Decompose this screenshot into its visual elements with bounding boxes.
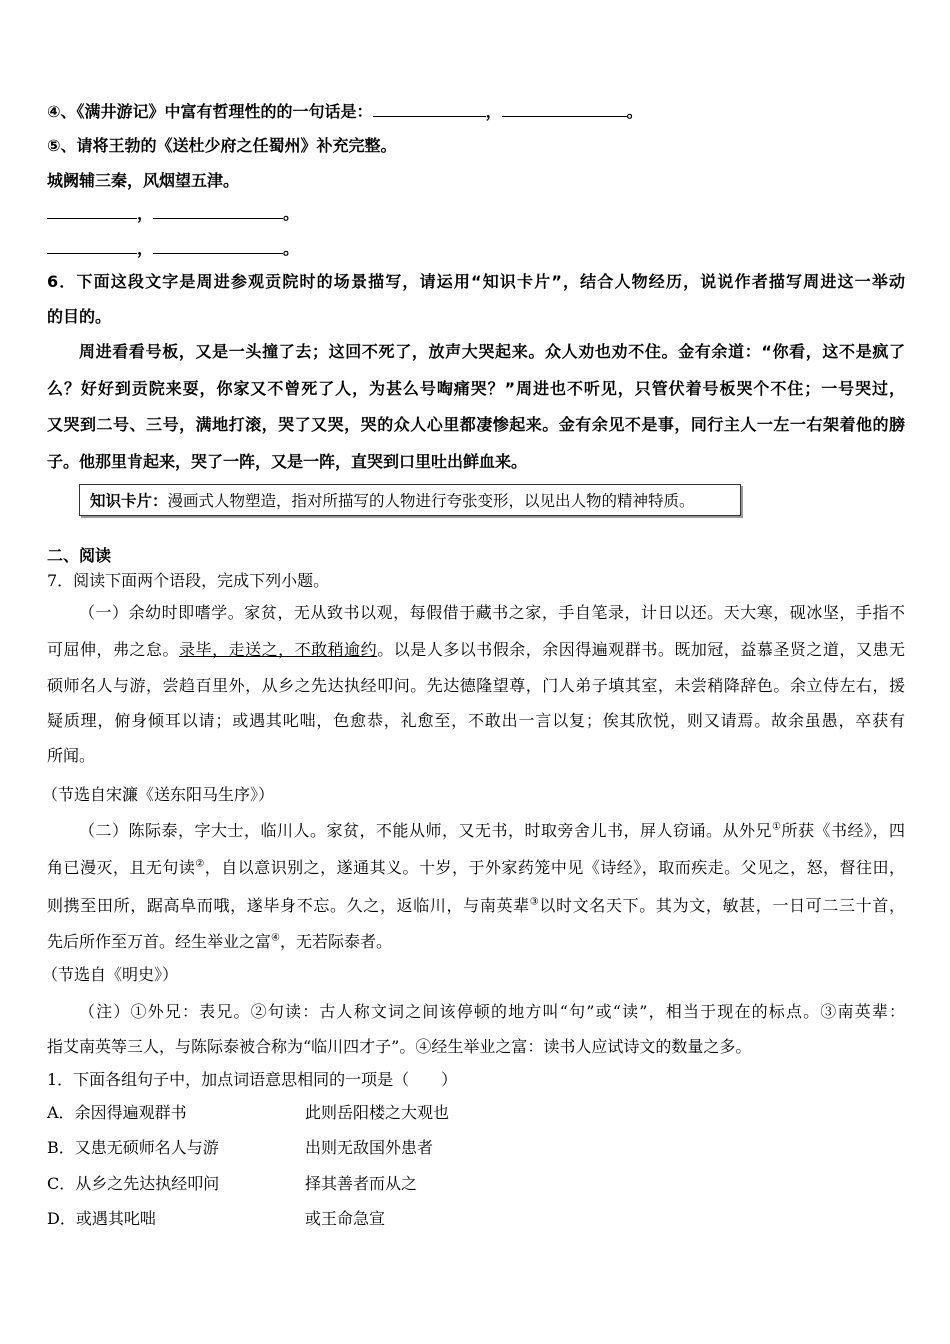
passage-1-line: 疑质理，俯身倾耳以请；或遇其叱咄，色愈恭，礼愈至，不敢出一言以复；俟其欣悦，则又请焉。故余虽愚，卒获有	[47, 711, 905, 730]
passage-2-line	[47, 857, 905, 879]
passage-2-line	[47, 931, 392, 953]
q4-text: ④、《满井游记》中富有哲理性的的一句话是：	[47, 102, 373, 121]
comma: ，	[137, 204, 154, 223]
source-1: （节选自宋濂《送东阳马生序》）	[42, 785, 275, 804]
option-b[interactable]	[47, 1137, 434, 1159]
passage-line: 又哭到二号、三号，满地打滚，哭了又哭，哭的众人心里都凄惨起来。金有余见不是事，同行主人一左一右架着他的膀	[47, 415, 905, 434]
option-label: A．	[47, 1103, 75, 1122]
text: 所获《书经》，四	[781, 821, 905, 840]
answer-blank[interactable]	[373, 102, 486, 117]
option-compare: 此则岳阳楼之大观也	[305, 1103, 450, 1122]
option-a[interactable]	[47, 1102, 450, 1124]
option-d[interactable]	[47, 1208, 386, 1230]
option-text: 余因得遍观群书	[74, 1103, 187, 1122]
section-heading: 二、阅读	[47, 546, 112, 565]
passage-2-line	[47, 895, 905, 917]
knowledge-card	[79, 484, 741, 516]
option-c[interactable]	[47, 1173, 418, 1195]
question-5: ⑤、请将王勃的《送杜少府之任蜀州》补充完整。	[47, 136, 397, 155]
underlined-sentence: 录毕，走送之，不敢稍逾约	[179, 640, 378, 659]
notes-line: 指艾南英等三人，与陈际泰被合称为“临川四才子”。④经生举业之富：读书人应试诗文的数量之多。	[47, 1037, 752, 1056]
footnote-mark: ①	[772, 821, 782, 833]
passage-line: 么？好好到贡院来耍，你家又不曾死了人，为甚么号啕痛哭？”周进也不听见，只管伏着号板哭个不住；一号哭过，	[47, 379, 905, 398]
footnote-mark: ③	[529, 896, 540, 908]
answer-blank[interactable]	[47, 239, 137, 254]
answer-blank[interactable]	[153, 204, 283, 219]
passage-2-line	[79, 820, 905, 842]
option-label: D．	[47, 1209, 76, 1228]
question-6-cont: 的目的。	[47, 307, 112, 326]
option-text: 从乡之先达执经叩问	[75, 1174, 220, 1193]
card-text: 漫画式人物塑造，指对所描写的人物进行夸张变形，以见出人物的精神特质。	[167, 492, 695, 510]
text: ，自以意识别之，遂通其义。十岁，于外家药笼中见《诗经》，取而疾走。父见之，怒，督往田，	[204, 858, 905, 877]
footnote-mark: ②	[195, 858, 205, 870]
passage-line: 周进看看号板，又是一头撞了去；这回不死了，放声大哭起来。众人劝也劝不住。金有余道：“你看，这不是疯了	[79, 342, 905, 361]
verse-blank-line	[47, 238, 299, 260]
text: 角已漫灭，且无句读	[47, 858, 196, 877]
option-text: 或遇其叱咄	[75, 1209, 156, 1228]
sub-question-1: 1．下面各组句子中，加点词语意思相同的一项是（ ）	[47, 1070, 458, 1089]
text: 则携至田所，踞高阜而哦，遂毕身不忘。久之，返临川，与南英辈	[47, 896, 530, 915]
option-compare: 或王命急宣	[305, 1209, 386, 1228]
period: 。	[283, 239, 300, 258]
comma: ，	[485, 102, 502, 121]
passage-1-line	[47, 639, 905, 661]
period: 。	[626, 102, 643, 121]
text: 以时文名天下。其为文，敏甚，一日可二三十首，	[539, 896, 905, 915]
text: 。以是人多以书假余，余因得遍观群书。既加冠，益慕圣贤之道，又患无	[377, 640, 905, 659]
text: ，无若际泰者。	[279, 932, 392, 951]
passage-1-line: 所闻。	[47, 746, 96, 765]
option-compare: 择其善者而从之	[305, 1174, 418, 1193]
answer-blank[interactable]	[47, 204, 137, 219]
footnote-mark: ④	[271, 932, 280, 944]
card-label: 知识卡片：	[90, 492, 168, 510]
option-label: C．	[47, 1174, 76, 1193]
period: 。	[283, 204, 300, 223]
question-7-intro: 7．阅读下面两个语段，完成下列小题。	[47, 571, 330, 590]
question-4	[47, 101, 643, 123]
answer-blank[interactable]	[153, 239, 283, 254]
option-compare: 出则无敌国外患者	[305, 1138, 434, 1157]
source-2: （节选自《明史》）	[42, 965, 179, 984]
option-label: B．	[47, 1138, 75, 1157]
text: （二）陈际泰，字大士，临川人。家贫，不能从师，又无书，时取旁舍儿书，屏人窃诵。从外兄	[79, 821, 773, 840]
given-verse: 城阙辅三秦，风烟望五津。	[47, 171, 240, 190]
passage-line: 子。他那里肯起来，哭了一阵，又是一阵，直哭到口里吐出鲜血来。	[47, 452, 528, 471]
verse-blank-line	[47, 203, 299, 225]
text: 可屈伸，弗之怠。	[47, 640, 180, 659]
notes-line: （注）①外兄：表兄。②句读：古人称文词之间该停顿的地方叫“句”或“读”，相当于现在的标点。③南英辈：	[79, 1002, 905, 1021]
question-6: 6．下面这段文字是周进参观贡院时的场景描写，请运用“知识卡片”，结合人物经历，说说作者描写周进这一举动	[47, 272, 905, 291]
text: 先后所作至万首。经生举业之富	[47, 932, 272, 951]
passage-1-line: （一）余幼时即嗜学。家贫，无从致书以观，每假借于藏书之家，手自笔录，计日以还。天大寒，砚冰坚，手指不	[79, 603, 905, 622]
passage-1-line: 硕师名人与游，尝趋百里外，从乡之先达执经叩问。先达德隆望尊，门人弟子填其室，未尝稍降辞色。余立侍左右，援	[47, 676, 905, 695]
answer-blank[interactable]	[502, 102, 627, 117]
option-text: 又患无硕师名人与游	[74, 1138, 219, 1157]
comma: ，	[137, 239, 154, 258]
